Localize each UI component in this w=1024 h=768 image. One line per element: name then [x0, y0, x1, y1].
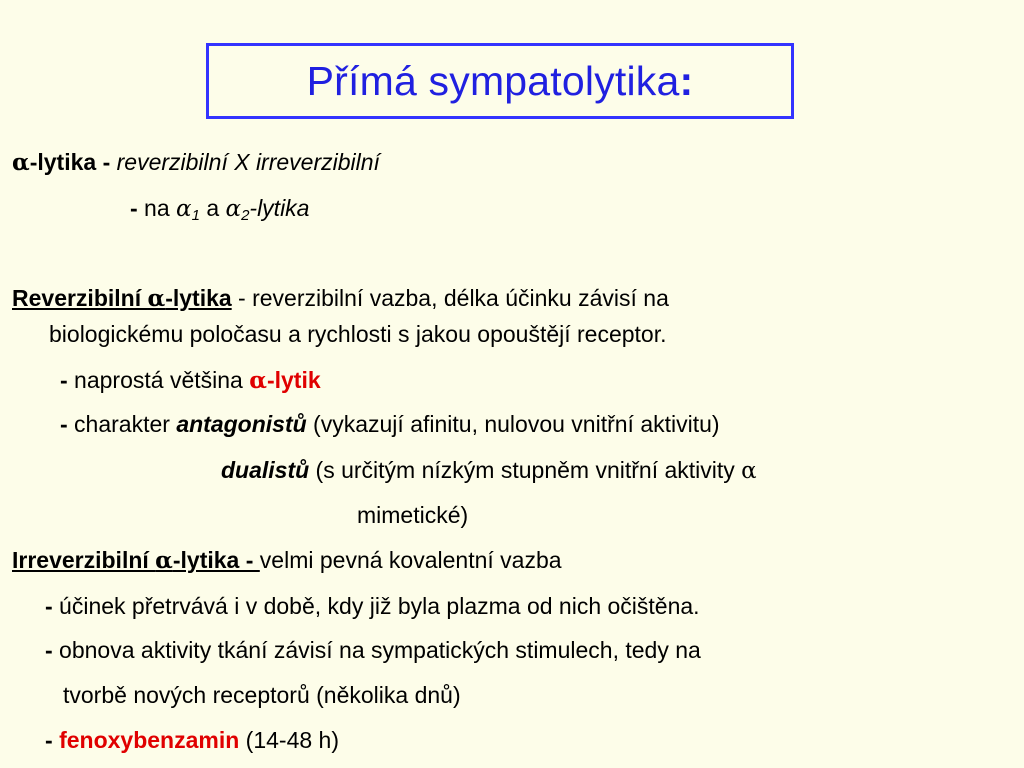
alpha-symbol: α	[741, 458, 757, 484]
line-alpha-lytika	[12, 148, 380, 177]
antagonist-description: (vykazují afinitu, nulovou vnitřní aktivitu)	[306, 411, 720, 437]
na-text: na	[137, 195, 177, 221]
line-irreverzibilni-heading	[12, 546, 562, 575]
title-text: Přímá sympatolytika	[306, 57, 680, 104]
reverzibilni-description: - reverzibilní vazba, délka účinku závisí na	[231, 285, 669, 311]
alpha-symbol: α	[225, 196, 242, 222]
title-box	[206, 43, 794, 119]
effect-text: účinek přetrvává i v době, kdy již byla plazma od nich očištěna.	[52, 593, 700, 619]
line-subtypes	[130, 194, 309, 223]
line-antagonists	[60, 410, 720, 438]
alpha-symbol: α	[176, 196, 192, 222]
irreverzibilni-label: Irreverzibilní	[12, 547, 156, 573]
line-mimeticke	[357, 501, 468, 529]
line-reverzibilni-continuation	[49, 320, 667, 348]
dualistu-term: dualistů	[221, 457, 310, 483]
majority-text: naprostá většina	[67, 367, 250, 393]
dualist-description: (s určitým nízkým stupněm vnitřní aktivity	[309, 457, 742, 483]
a-text: a	[199, 195, 226, 221]
lytika-label: -lytika -	[29, 149, 111, 175]
dash: -	[45, 637, 53, 663]
dash: -	[130, 195, 138, 221]
line-dualists	[221, 456, 757, 485]
alpha-symbol: α	[155, 547, 173, 574]
charakter-text: charakter	[67, 411, 177, 437]
reverzibilni-label: Reverzibilní	[12, 285, 148, 311]
lytik-highlight: -lytik	[266, 367, 321, 393]
line-reverzibilni-heading	[12, 284, 669, 313]
mimeticke-text: mimetické)	[357, 502, 469, 528]
line-majority	[60, 366, 321, 395]
lytika-suffix: -lytika	[249, 195, 310, 221]
lytika-label: -lytika	[165, 285, 232, 311]
restoration-text: obnova aktivity tkání závisí na sympatických stimulech, tedy na	[52, 637, 701, 663]
dash: -	[45, 593, 53, 619]
lytika-label: -lytika -	[172, 547, 260, 573]
line-receptors	[63, 681, 461, 709]
continuation-text: biologickému poločasu a rychlosti s jakou opouštějí receptor.	[49, 321, 667, 347]
receptors-text: tvorbě nových receptorů (několika dnů)	[63, 682, 461, 708]
alpha-symbol: α	[147, 285, 166, 312]
line-fenoxybenzamin	[45, 726, 339, 754]
reverzibility-text: reverzibilní X irreverzibilní	[110, 149, 380, 175]
dash: -	[60, 367, 68, 393]
dash: -	[60, 411, 68, 437]
line-effect-duration	[45, 592, 700, 620]
title-colon: :	[679, 57, 694, 104]
line-restoration	[45, 636, 701, 664]
antagonistu-term: antagonistů	[176, 411, 307, 437]
subscript-2: 2	[241, 207, 250, 224]
irreverzibilni-description: velmi pevná kovalentní vazba	[259, 547, 562, 573]
alpha-symbol: α	[12, 149, 30, 176]
slide-title	[307, 58, 694, 105]
duration-text: (14-48 h)	[239, 727, 339, 753]
subscript-1: 1	[191, 207, 200, 224]
dash: -	[45, 727, 53, 753]
alpha-symbol: α	[249, 367, 267, 394]
fenoxybenzamin-highlight: fenoxybenzamin	[59, 727, 240, 753]
